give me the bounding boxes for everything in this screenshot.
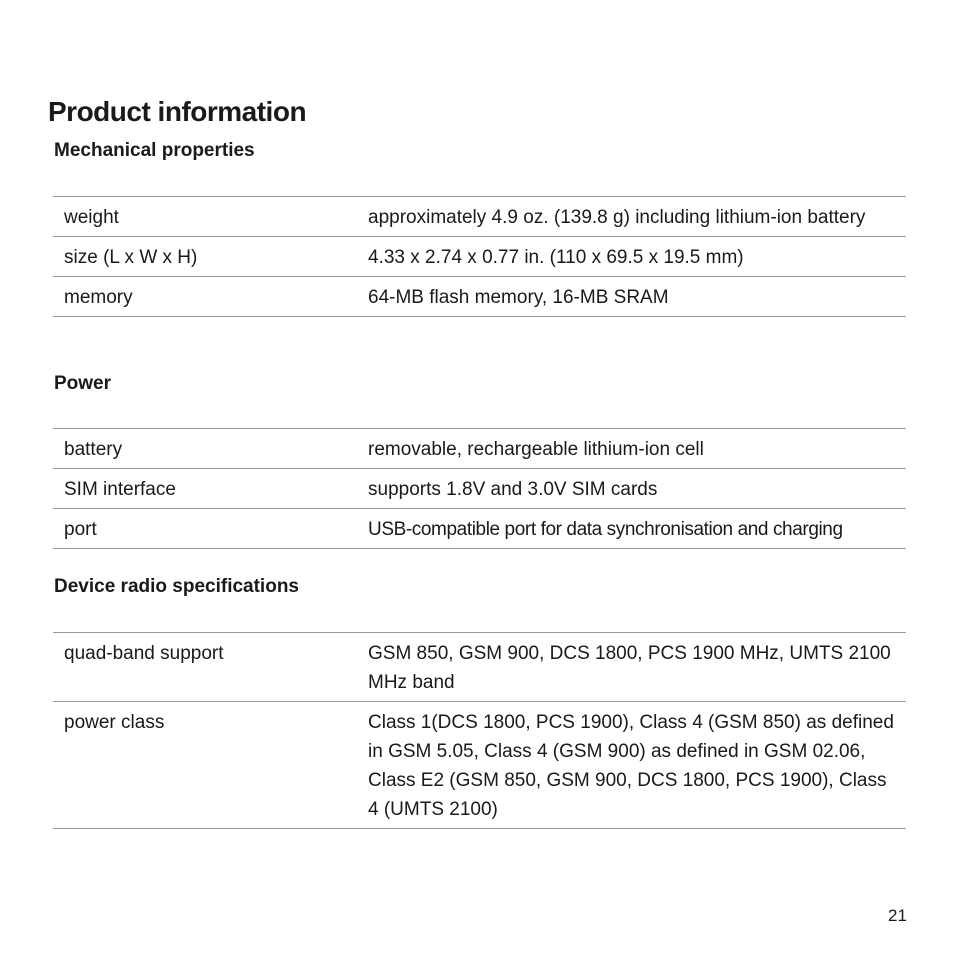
table-row: [53, 702, 906, 829]
radio-specifications-table: [53, 632, 906, 829]
spec-label: weight: [64, 207, 119, 228]
table-row: [53, 509, 906, 549]
spec-value: 64-MB flash memory, 16-MB SRAM: [368, 287, 669, 308]
spec-label: memory: [64, 287, 133, 308]
spec-value: 4.33 x 2.74 x 0.77 in. (110 x 69.5 x 19.5 mm): [368, 247, 744, 268]
spec-label: battery: [64, 439, 123, 460]
spec-label: port: [64, 519, 97, 540]
page-number: 21: [888, 906, 907, 925]
power-table: [53, 428, 906, 549]
spec-value: approximately 4.9 oz. (139.8 g) including lithium-ion battery: [368, 207, 866, 228]
table-row: [53, 429, 906, 469]
table-row: [53, 197, 906, 237]
spec-label: SIM interface: [64, 479, 176, 500]
table-row: [53, 237, 906, 277]
spec-value: Class 1(DCS 1800, PCS 1900), Class 4 (GSM 850) as defined in GSM 5.05, Class 4 (GSM 900) as defined in GSM 02.06, Class E2 (GSM 850, GSM 900, DCS 1800, PCS 1900), Class 4 (UMTS 2100): [368, 712, 894, 820]
mechanical-properties-table: [53, 196, 906, 317]
section-title-power: Power: [54, 373, 112, 394]
section-title-radio: Device radio specifications: [54, 576, 299, 597]
table-row: [53, 469, 906, 509]
spec-label: size (L x W x H): [64, 247, 198, 268]
table-row: [53, 633, 906, 702]
spec-value: GSM 850, GSM 900, DCS 1800, PCS 1900 MHz, UMTS 2100 MHz band: [368, 643, 891, 693]
page-title: Product information: [48, 96, 307, 127]
table-row: [53, 277, 906, 317]
spec-value: supports 1.8V and 3.0V SIM cards: [368, 479, 658, 500]
spec-label: quad-band support: [64, 643, 224, 664]
spec-value: USB-compatible port for data synchronisation and charging: [368, 519, 843, 540]
spec-label: power class: [64, 712, 165, 733]
section-title-mechanical: Mechanical properties: [54, 140, 255, 161]
spec-value: removable, rechargeable lithium-ion cell: [368, 439, 704, 460]
